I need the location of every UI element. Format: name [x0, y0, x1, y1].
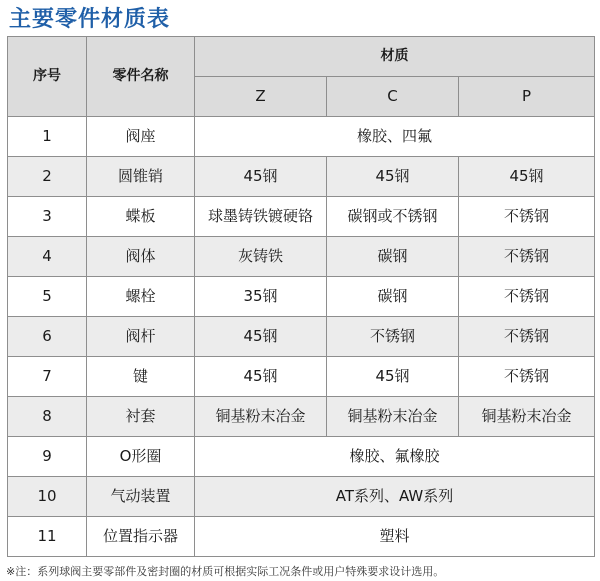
cell-no: 5	[8, 277, 87, 317]
cell-material-merged: 橡胶、氟橡胶	[195, 437, 595, 477]
cell-part: 蝶板	[87, 197, 195, 237]
cell-p: 不锈钢	[459, 237, 595, 277]
header-c: C	[327, 77, 459, 117]
cell-no: 8	[8, 397, 87, 437]
cell-z: 铜基粉末冶金	[195, 397, 327, 437]
cell-p: 不锈钢	[459, 197, 595, 237]
cell-p: 铜基粉末冶金	[459, 397, 595, 437]
cell-part: O形圈	[87, 437, 195, 477]
cell-no: 10	[8, 477, 87, 517]
table-row	[8, 477, 595, 517]
page-title: 主要零件材质表	[9, 7, 171, 32]
cell-z: 球墨铸铁镀硬铬	[195, 197, 327, 237]
cell-z: 灰铸铁	[195, 237, 327, 277]
cell-material-merged: 塑料	[195, 517, 595, 557]
cell-z: 45钢	[195, 357, 327, 397]
cell-part: 阀杆	[87, 317, 195, 357]
header-p: P	[459, 77, 595, 117]
header-no: 序号	[8, 37, 87, 117]
cell-no: 9	[8, 437, 87, 477]
table-row	[8, 157, 595, 197]
cell-c: 铜基粉末冶金	[327, 397, 459, 437]
table-row	[8, 117, 595, 157]
cell-c: 碳钢或不锈钢	[327, 197, 459, 237]
cell-c: 45钢	[327, 157, 459, 197]
table-row	[8, 317, 595, 357]
cell-p: 不锈钢	[459, 317, 595, 357]
cell-c: 碳钢	[327, 237, 459, 277]
cell-material-merged: AT系列、AW系列	[195, 477, 595, 517]
header-part-name: 零件名称	[87, 37, 195, 117]
table-row	[8, 517, 595, 557]
cell-part: 圆锥销	[87, 157, 195, 197]
cell-c: 不锈钢	[327, 317, 459, 357]
cell-z: 45钢	[195, 317, 327, 357]
cell-no: 6	[8, 317, 87, 357]
table-row	[8, 237, 595, 277]
cell-material-merged: 橡胶、四氟	[195, 117, 595, 157]
table-row	[8, 397, 595, 437]
footnote: ※注：系列球阀主要零部件及密封圈的材质可根据实际工况条件或用户特殊要求设计选用。	[6, 565, 445, 578]
cell-part: 衬套	[87, 397, 195, 437]
cell-c: 碳钢	[327, 277, 459, 317]
cell-z: 35钢	[195, 277, 327, 317]
table-row	[8, 437, 595, 477]
cell-no: 7	[8, 357, 87, 397]
cell-part: 阀座	[87, 117, 195, 157]
table-row	[8, 197, 595, 237]
table-row	[8, 357, 595, 397]
materials-table	[7, 36, 595, 557]
cell-no: 3	[8, 197, 87, 237]
cell-no: 4	[8, 237, 87, 277]
cell-no: 1	[8, 117, 87, 157]
cell-part: 螺栓	[87, 277, 195, 317]
cell-part: 气动装置	[87, 477, 195, 517]
header-material: 材质	[195, 37, 595, 77]
table-row	[8, 277, 595, 317]
cell-part: 位置指示器	[87, 517, 195, 557]
cell-no: 11	[8, 517, 87, 557]
cell-z: 45钢	[195, 157, 327, 197]
cell-p: 不锈钢	[459, 357, 595, 397]
cell-part: 阀体	[87, 237, 195, 277]
cell-no: 2	[8, 157, 87, 197]
header-z: Z	[195, 77, 327, 117]
cell-p: 45钢	[459, 157, 595, 197]
cell-c: 45钢	[327, 357, 459, 397]
cell-part: 键	[87, 357, 195, 397]
cell-p: 不锈钢	[459, 277, 595, 317]
